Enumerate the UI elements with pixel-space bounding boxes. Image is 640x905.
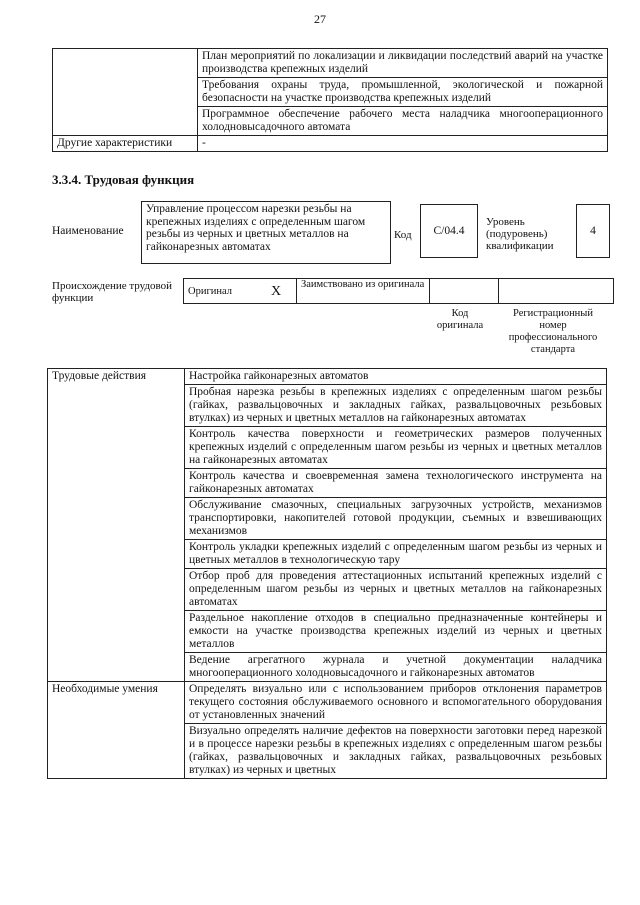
labor-function-table [47, 368, 607, 779]
table-row [184, 279, 614, 304]
section-title-required-skills: Необходимые умения [48, 682, 185, 779]
table-cell: Контроль укладки крепежных изделий с определенным шагом резьбы из черных и цветных металлов в технологическую тару [185, 540, 607, 569]
code-label: Код [394, 229, 412, 241]
code-original-label: Код оригинала [436, 308, 484, 331]
origin-label: Происхождение трудовой функции [52, 280, 173, 304]
section-heading: 3.3.4. Трудовая функция [52, 172, 195, 187]
top-characteristics-table [52, 48, 608, 152]
table-row [48, 682, 607, 724]
table-cell: Контроль качества и своевременная замена технологического инструмента на гайконарезных автоматах [185, 469, 607, 498]
table-cell: Контроль качества поверхности и геометрических размеров полученных крепежных изделий с определенным шагом резьбы из черных и цветных металлов на гайконарезных автоматах [185, 427, 607, 469]
table-cell: План мероприятий по локализации и ликвидации последствий аварий на участке производства крепежных изделий [198, 49, 608, 78]
table-cell: Требования охраны труда, промышленной, экологической и пожарной безопасности на участке производства крепежных изделий [198, 78, 608, 107]
table-cell: Определять визуально или с использованием приборов отклонения параметров текущего состояния обслуживаемого основного и вспомогательного оборудования от установленных значений [185, 682, 607, 724]
code-value-box [420, 204, 478, 258]
original-label: Оригинал [184, 279, 257, 304]
table-cell: Обслуживание смазочных, специальных загрузочных устройств, механизмов транспортировки, накопителей готовой продукции, съемных и взвешивающих механизмов [185, 498, 607, 540]
other-characteristics-value: - [198, 136, 608, 152]
table-cell: Настройка гайконарезных автоматов [185, 369, 607, 385]
table-row [53, 49, 608, 78]
name-label: Наименование [52, 225, 124, 237]
table-cell: Раздельное накопление отходов в специально предназначенные контейнеры и емкости на участке производства крепежных изделий из черных и цветных металлов [185, 611, 607, 653]
table-cell: Программное обеспечение рабочего места наладчика многооперационного холодновысадочного автомата [198, 107, 608, 136]
table-cell-empty [53, 49, 198, 136]
table-row [53, 136, 608, 152]
page-number: 27 [314, 12, 326, 26]
other-characteristics-label: Другие характеристики [53, 136, 198, 152]
reg-number-cell [499, 279, 614, 304]
code-value: C/04.4 [433, 224, 465, 237]
section-title-labor-actions: Трудовые действия [48, 369, 185, 682]
table-cell: Ведение агрегатного журнала и учетной документации наладчика многооперационного холодновысадочного и гайконарезных автоматов [185, 653, 607, 682]
function-name-box: Управление процессом нарезки резьбы на крепежных изделиях с определенным шагом резьбы из черных и цветных металлов на гайконарезных автоматах [141, 201, 391, 264]
origin-table [183, 278, 614, 304]
level-label: Уровень (подуровень) квалификации [486, 216, 554, 252]
table-row [48, 369, 607, 385]
reg-number-label: Регистрационный номер профессионального стандарта [508, 308, 598, 355]
original-mark: X [256, 279, 297, 304]
level-value: 4 [590, 224, 596, 237]
borrowed-label: Заимствовано из оригинала [297, 279, 430, 304]
table-cell: Отбор проб для проведения аттестационных испытаний крепежных изделий с определенным шагом резьбы из черных и цветных металлов на гайконарезных автоматах [185, 569, 607, 611]
table-cell: Пробная нарезка резьбы в крепежных изделиях с определенным шагом резьбы (гайках, развальцовочных и закладных гайках, развальцовочных резьбовых втулках) из черных и цветных металлов на гайконарезных автоматах [185, 385, 607, 427]
code-original-cell [430, 279, 499, 304]
level-value-box [576, 204, 610, 258]
table-cell: Визуально определять наличие дефектов на поверхности заготовки перед нарезкой и в процессе нарезки резьбы в крепежных изделиях с определенным шагом резьбы (гайках, развальцовочных и закладных гайках, развальцовочных резьбовых втулках) из черных и цветных [185, 724, 607, 779]
